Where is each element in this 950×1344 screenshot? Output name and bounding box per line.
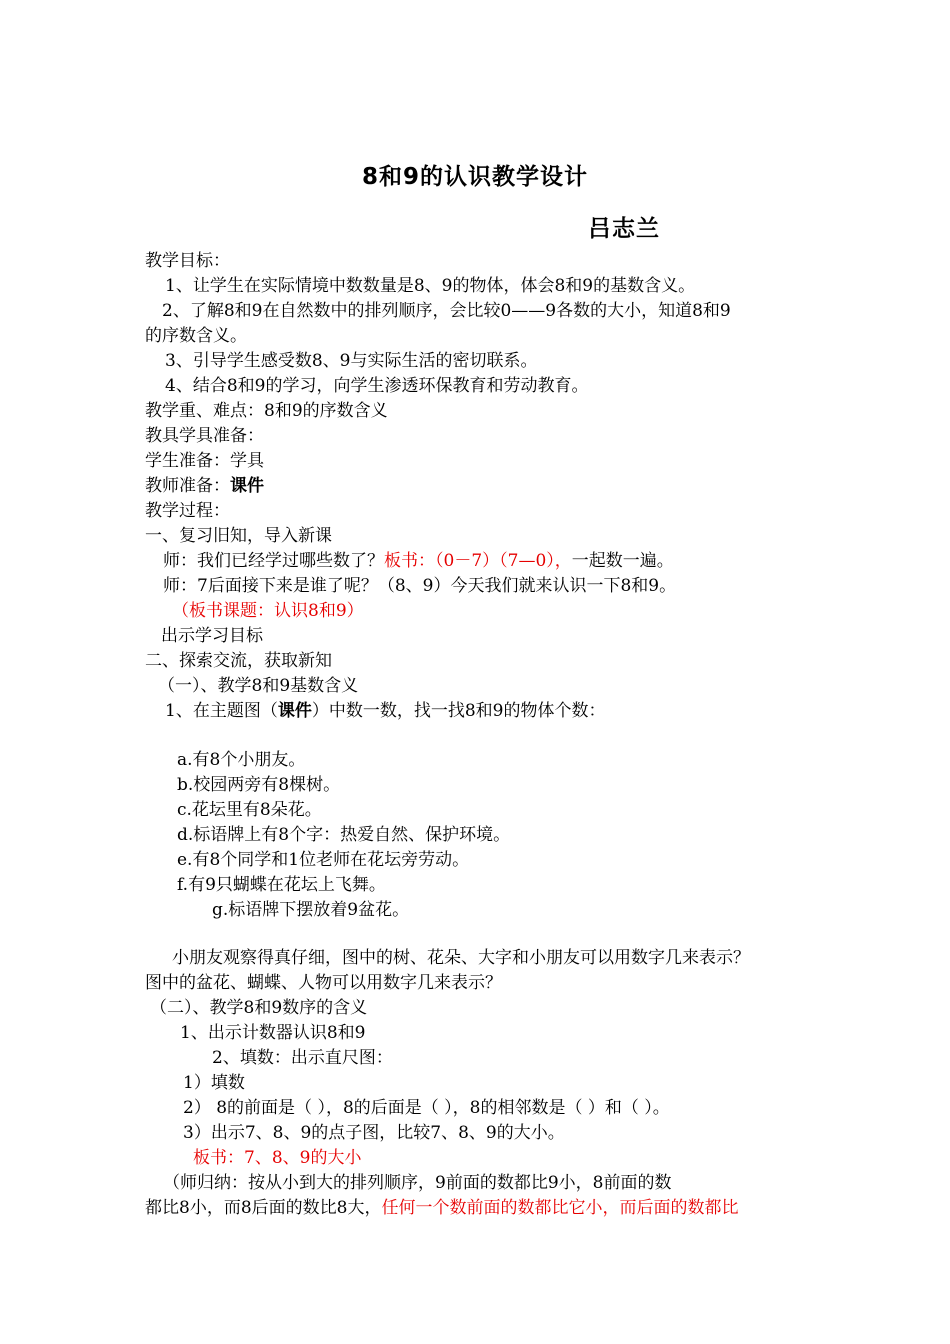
observe-line-1: 小朋友观察得真仔细，图中的树、花朵、大字和小朋友可以用数字几来表示？ <box>172 948 750 968</box>
teacher-prep-label: 教师准备： <box>145 476 230 496</box>
objective-1: 1、让学生在实际情境中数数量是8、9的物体，体会8和9的基数含义。 <box>165 276 696 296</box>
board-compare: 板书：7、8、9的大小 <box>193 1148 362 1168</box>
list-item-a: a.有8个小朋友。 <box>177 750 306 770</box>
list-item-g: g.标语牌下摆放着9盆花。 <box>212 900 410 920</box>
document-title: 8和9的认识教学设计 <box>361 164 588 190</box>
teacher-question: 师：我们已经学过哪些数了？ <box>163 551 384 571</box>
subsection-1-item-1 <box>165 699 605 723</box>
summary-black: 都比8小，而8后面的数比8大， <box>145 1198 382 1218</box>
count-together: 一起数一遍。 <box>571 551 674 571</box>
fill-step-2: 2） 8的前面是（ ），8的后面是（ ），8的相邻数是（ ）和（ ）。 <box>183 1098 670 1118</box>
teacher-prep <box>145 474 264 498</box>
list-item-c: c.花坛里有8朵花。 <box>177 800 322 820</box>
list-item-f: f.有9只蝴蝶在花坛上飞舞。 <box>177 875 386 895</box>
subsection-2-item-2: 2、填数：出示直尺图： <box>212 1048 393 1068</box>
list-item-d: d.标语牌上有8个字：热爱自然、保护环境。 <box>177 825 511 845</box>
section-2-heading: 二、探索交流，获取新知 <box>145 651 332 671</box>
materials-heading: 教具学具准备： <box>145 426 264 446</box>
section-1-heading: 一、复习旧知，导入新课 <box>145 526 332 546</box>
key-points: 教学重、难点：8和9的序数含义 <box>145 401 388 421</box>
fill-step-3: 3）出示7、8、9的点子图，比较7、8、9的大小。 <box>183 1123 565 1143</box>
student-prep: 学生准备：学具 <box>145 451 264 471</box>
board-note: 板书：（0－7）（7—0）， <box>384 551 572 571</box>
summary-red: 任何一个数前面的数都比它小，而后面的数都比 <box>381 1198 739 1218</box>
list-item-b: b.校园两旁有8棵树。 <box>177 775 341 795</box>
objective-4: 4、结合8和9的学习，向学生渗透环保教育和劳动教育。 <box>165 376 589 396</box>
board-topic: （板书课题：认识8和9） <box>172 601 364 621</box>
summary-line-1: （师归纳：按从小到大的排列顺序，9前面的数都比9小，8前面的数 <box>163 1173 672 1193</box>
author-name: 吕志兰 <box>588 216 660 242</box>
subsection-1-heading: （一）、教学8和9基数含义 <box>158 676 359 696</box>
item-1-courseware: 课件 <box>277 701 312 721</box>
show-goals: 出示学习目标 <box>161 626 263 646</box>
teacher-prep-value: 课件 <box>230 476 264 496</box>
objective-3: 3、引导学生感受数8、9与实际生活的密切联系。 <box>165 351 538 371</box>
objectives-heading: 教学目标： <box>145 251 230 271</box>
subsection-2-item-1: 1、出示计数器认识8和9 <box>180 1023 366 1043</box>
item-1-text-a: 1、在主题图（ <box>165 701 278 721</box>
list-item-e: e.有8个同学和1位老师在花坛旁劳动。 <box>177 850 470 870</box>
section-1-line-1 <box>163 549 674 573</box>
observe-line-2: 图中的盆花、蝴蝶、人物可以用数字几来表示？ <box>145 973 502 993</box>
fill-step-1: 1）填数 <box>183 1073 245 1093</box>
subsection-2-heading: （二）、教学8和9数序的含义 <box>150 998 368 1018</box>
objective-2-line-1: 2、了解8和9在自然数中的排列顺序，会比较0——9各数的大小，知道8和9 <box>162 301 731 321</box>
process-heading: 教学过程： <box>145 501 230 521</box>
section-1-line-2: 师：7后面接下来是谁了呢？（8、9）今天我们就来认识一下8和9。 <box>163 576 677 596</box>
item-1-text-b: ）中数一数，找一找8和9的物体个数： <box>311 701 606 721</box>
objective-2-line-2: 的序数含义。 <box>145 326 247 346</box>
summary-line-2 <box>145 1196 738 1220</box>
